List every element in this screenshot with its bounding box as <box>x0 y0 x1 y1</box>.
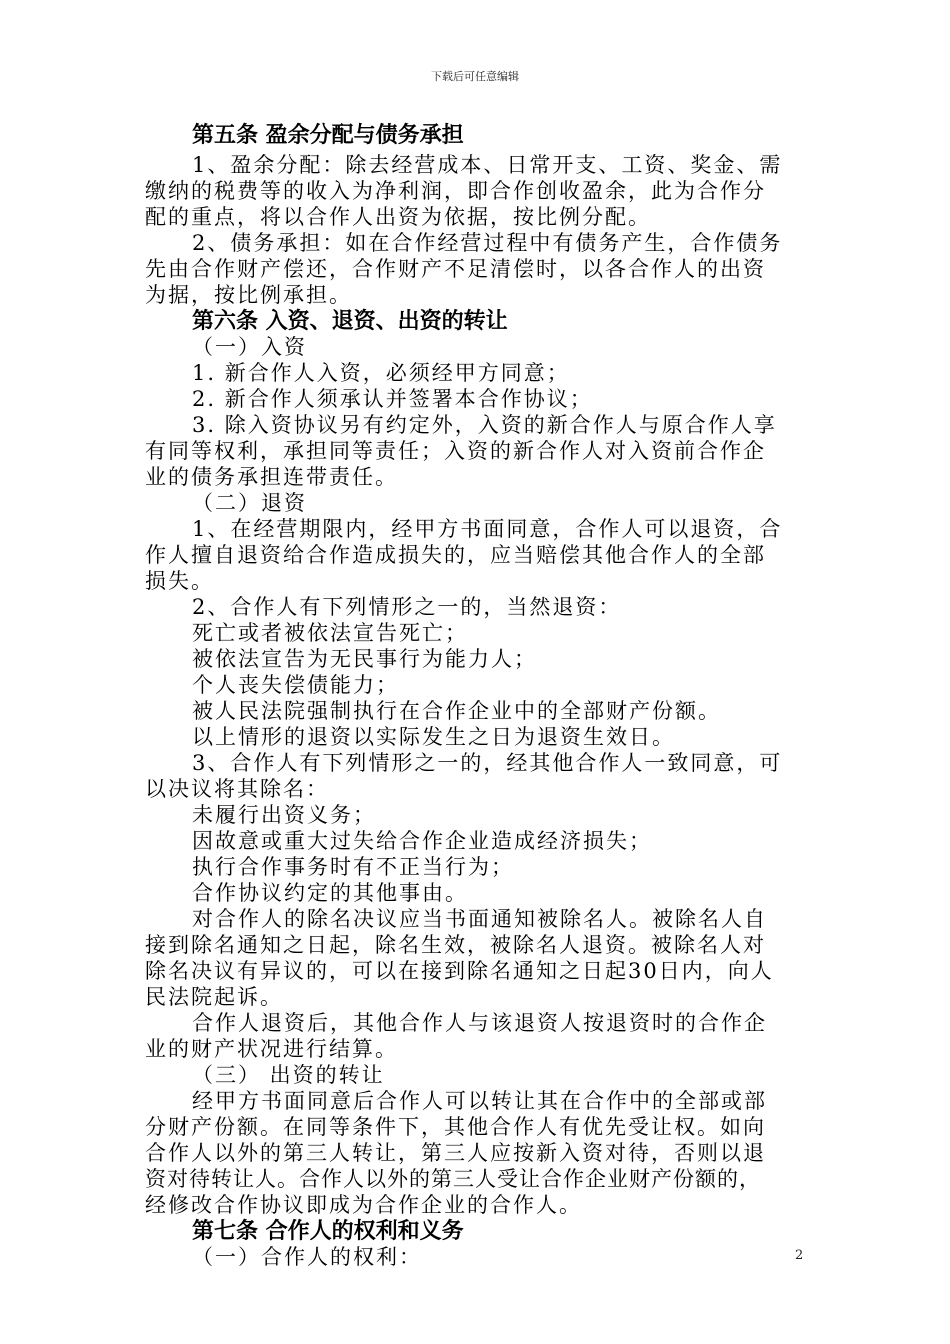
list-item: 被人民法院强制执行在合作企业中的全部财产份额。 <box>192 699 721 723</box>
list-item: 个人丧失偿债能力； <box>192 673 399 697</box>
section-heading-5: 第五条 盈余分配与债务承担 <box>192 122 464 148</box>
page-number: 2 <box>795 1248 804 1263</box>
subsection-heading: （一）入资 <box>192 335 307 359</box>
paragraph-line: 以上情形的退资以实际发生之日为退资生效日。 <box>192 725 675 749</box>
paragraph-line: 经甲方书面同意后合作人可以转让其在合作中的全部或部 <box>192 1089 767 1113</box>
paragraph-line: 损失。 <box>145 569 214 593</box>
paragraph-line: 1、盈余分配：除去经营成本、日常开支、工资、奖金、需 <box>192 153 783 177</box>
paragraph-line: 业的财产状况进行结算。 <box>145 1037 398 1061</box>
list-item: 1. 新合作人入资，必须经甲方同意； <box>192 361 570 385</box>
paragraph-line: 经修改合作协议即成为合作企业的合作人。 <box>145 1193 582 1217</box>
list-item: 未履行出资义务； <box>192 803 376 827</box>
paragraph-line: 1、在经营期限内，经甲方书面同意，合作人可以退资，合 <box>192 517 783 541</box>
list-item: 因故意或重大过失给合作企业造成经济损失； <box>192 829 652 853</box>
paragraph-line: 除名决议有异议的，可以在接到除名通知之日起30日内，向人 <box>145 959 774 983</box>
paragraph-line: 合作人退资后，其他合作人与该退资人按退资时的合作企 <box>192 1011 767 1035</box>
subsection-heading: （二）退资 <box>192 491 307 515</box>
paragraph-line: 资对待转让人。合作人以外的第三人受让合作企业财产份额的， <box>145 1167 761 1191</box>
paragraph-line: 缴纳的税费等的收入为净利润，即合作创收盈余，此为合作分 <box>145 179 766 203</box>
page-header: 下载后可任意编辑 <box>431 70 519 83</box>
paragraph-line: 作人擅自退资给合作造成损失的，应当赔偿其他合作人的全部 <box>145 543 766 567</box>
paragraph-line: 民法院起诉。 <box>145 985 283 1009</box>
section-heading-6: 第六条 入资、退资、出资的转让 <box>192 308 508 334</box>
paragraph-line: 2、债务承担：如在合作经营过程中有债务产生，合作债务 <box>192 231 783 255</box>
subsection-heading: （一）合作人的权利： <box>192 1245 422 1269</box>
section-heading-7: 第七条 合作人的权利和义务 <box>192 1218 464 1244</box>
paragraph-line: 接到除名通知之日起，除名生效，被除名人退资。被除名人对 <box>145 933 766 957</box>
list-item: 2. 新合作人须承认并签署本合作协议； <box>192 387 593 411</box>
paragraph-line: 配的重点，将以合作人出资为依据，按比例分配。 <box>145 205 651 229</box>
list-item: 死亡或者被依法宣告死亡； <box>192 621 468 645</box>
paragraph-line: 2、合作人有下列情形之一的，当然退资： <box>192 595 622 619</box>
paragraph-line: 分财产份额。在同等条件下，其他合作人有优先受让权。如向 <box>145 1115 766 1139</box>
paragraph-line: 以决议将其除名： <box>145 777 329 801</box>
list-item: 合作协议约定的其他事由。 <box>192 881 468 905</box>
list-item: 被依法宣告为无民事行为能力人； <box>192 647 537 671</box>
paragraph-line: 先由合作财产偿还，合作财产不足清偿时，以各合作人的出资 <box>145 257 766 281</box>
paragraph-line: 业的债务承担连带责任。 <box>145 465 398 489</box>
list-item: 3. 除入资协议另有约定外，入资的新合作人与原合作人享 <box>192 413 777 437</box>
paragraph-line: 合作人以外的第三人转让，第三人应按新入资对待，否则以退 <box>145 1141 766 1165</box>
paragraph-line: 对合作人的除名决议应当书面通知被除名人。被除名人自 <box>192 907 767 931</box>
paragraph-line: 3、合作人有下列情形之一的，经其他合作人一致同意，可 <box>192 751 783 775</box>
subsection-heading: （三） 出资的转让 <box>192 1063 385 1087</box>
paragraph-line: 有同等权利，承担同等责任；入资的新合作人对入资前合作企 <box>145 439 766 463</box>
paragraph-line: 为据，按比例承担。 <box>145 283 352 307</box>
list-item: 执行合作事务时有不正当行为； <box>192 855 514 879</box>
